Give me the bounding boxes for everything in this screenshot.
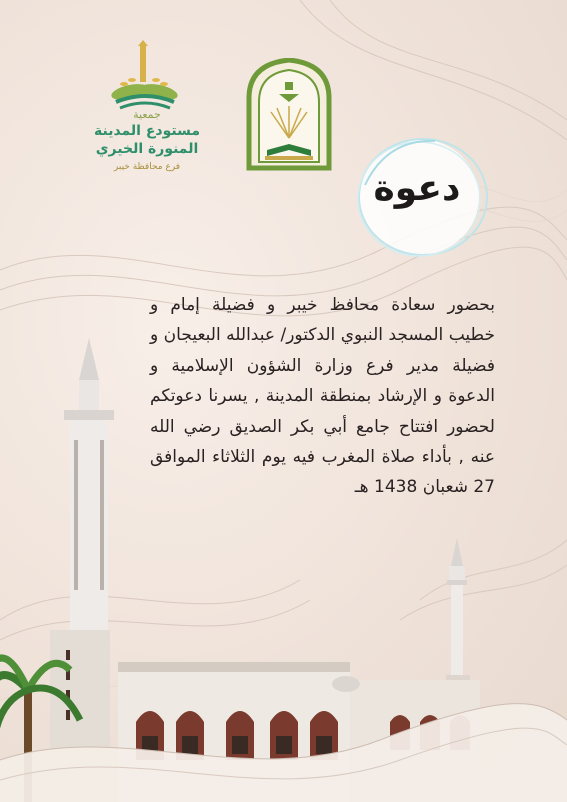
charity-logo-line2: مستودع المدينة [93,123,201,139]
invitation-title: دعوة [373,168,461,209]
mosque-illustration [0,330,567,802]
wheat-minaret-logo-icon [110,40,180,112]
ministry-seal-icon [245,58,333,172]
invitation-body-text: بحضور سعادة محافظ خيبر و فضيلة إمام و خطيب المسجد النبوي الدكتور/ عبدالله البعيجان و فضيلة مدير فرع وزارة الشؤون الإسلامية و الدعوة و الإرشاد بمنطقة المدينة , يسرنا دعوتكم لحضور افتتاح جامع أبي بكر الصديق رضي الله عنه , بأداء صلاة المغرب فيه يوم الثلاثاء الموافق 27 شعبان 1438 هـ [150,295,495,498]
right-minaret-icon [446,538,470,705]
charity-logo-line3: المنورة الخيري [95,141,199,157]
charity-logo-line1: جمعية [133,108,161,121]
charity-logo-branch: فرع محافظة خيبر [113,162,181,172]
charity-logo [88,40,206,180]
left-minaret-icon [50,338,114,802]
